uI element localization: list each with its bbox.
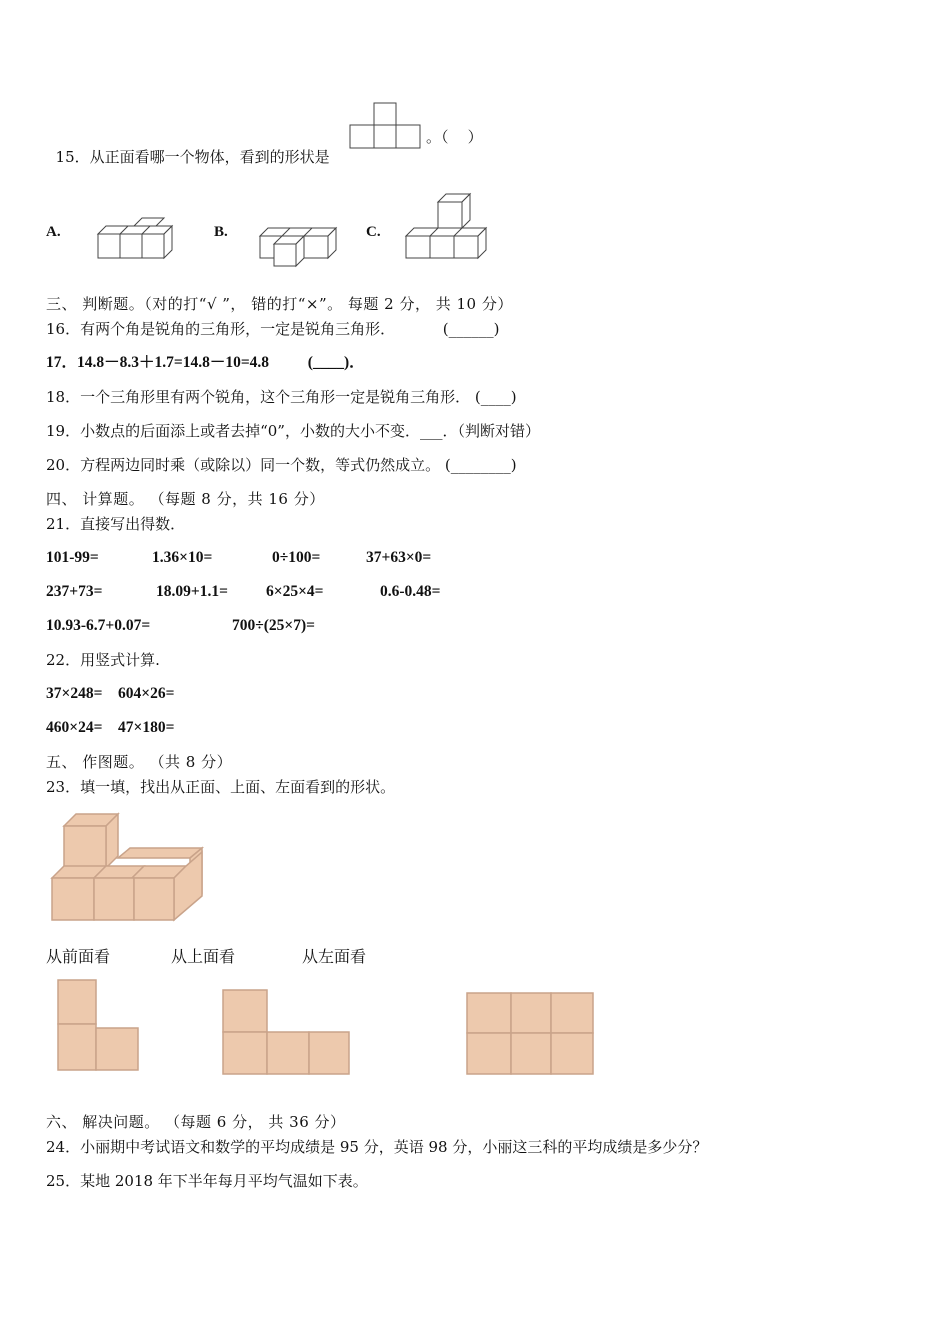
question-17: 17．14.8－8.3＋1.7=14.8－10=4.8 (____)．	[46, 354, 365, 371]
question-19: 19．小数点的后面添上或者去掉“0”，小数的大小不变．___．（判断对错）	[46, 422, 540, 440]
option-c-figure	[402, 192, 490, 264]
view-caption-front: 从前面看	[46, 947, 111, 966]
view-caption-top: 从上面看	[171, 947, 236, 966]
left-view-figure	[464, 990, 596, 1078]
front-view-figure	[54, 978, 144, 1074]
calc-item: 700÷(25×7)=	[232, 617, 315, 634]
q15-prefix: 15．从正面看哪一个物体，看到的形状是	[55, 148, 330, 166]
question-22: 22．用竖式计算.	[46, 651, 160, 669]
question-20: 20．方程两边同时乘（或除以）同一个数，等式仍然成立。 (________)	[46, 456, 517, 474]
calc-item: 37+63×0=	[366, 549, 432, 566]
q15-suffix: 。（ ）	[426, 128, 483, 146]
section-4-heading: 四、 计算题。 （每题 8 分，共 16 分）	[46, 490, 325, 508]
q23-cube-figure	[48, 808, 208, 924]
question-23: 23．填一填，找出从正面、上面、左面看到的形状。	[46, 778, 396, 796]
question-24: 24．小丽期中考试语文和数学的平均成绩是 95 分，英语 98 分，小丽这三科的平均成绩是多少分？	[46, 1138, 708, 1156]
section-6-heading: 六、 解决问题。 （每题 6 分， 共 36 分）	[46, 1113, 346, 1131]
question-25: 25．某地 2018 年下半年每月平均气温如下表。	[46, 1172, 368, 1190]
option-b-label[interactable]: B.	[214, 224, 228, 240]
calc-item: 237+73=	[46, 583, 103, 600]
view-caption-left: 从左面看	[302, 947, 367, 966]
option-c-label[interactable]: C.	[366, 224, 381, 240]
calc-item: 10.93-6.7+0.07=	[46, 617, 151, 634]
vertical-calc-item: 460×24=	[46, 719, 103, 736]
calc-item: 6×25×4=	[266, 583, 324, 600]
vertical-calc-item: 47×180=	[118, 719, 175, 736]
q15-target-shape-figure	[348, 102, 424, 150]
option-b-figure	[256, 216, 342, 272]
top-view-figure	[220, 988, 354, 1078]
calc-item: 0.6-0.48=	[380, 583, 441, 600]
vertical-calc-item: 604×26=	[118, 685, 175, 702]
q15-text	[46, 127, 330, 167]
section-3-heading: 三、 判断题。（对的打“√ ”， 错的打“×”。 每题 2 分， 共 10 分）	[46, 295, 513, 313]
calc-item: 0÷100=	[272, 549, 321, 566]
calc-item: 18.09+1.1=	[156, 583, 228, 600]
question-16: 16．有两个角是锐角的三角形，一定是锐角三角形． (______)	[46, 320, 500, 338]
question-21: 21．直接写出得数．	[46, 515, 186, 533]
calc-item: 1.36×10=	[152, 549, 213, 566]
question-18: 18．一个三角形里有两个锐角，这个三角形一定是锐角三角形． (____)	[46, 388, 517, 406]
section-5-heading: 五、 作图题。 （共 8 分）	[46, 753, 233, 771]
option-a-label[interactable]: A.	[46, 224, 61, 240]
option-a-figure	[94, 212, 176, 260]
calc-item: 101-99=	[46, 549, 99, 566]
vertical-calc-item: 37×248=	[46, 685, 103, 702]
